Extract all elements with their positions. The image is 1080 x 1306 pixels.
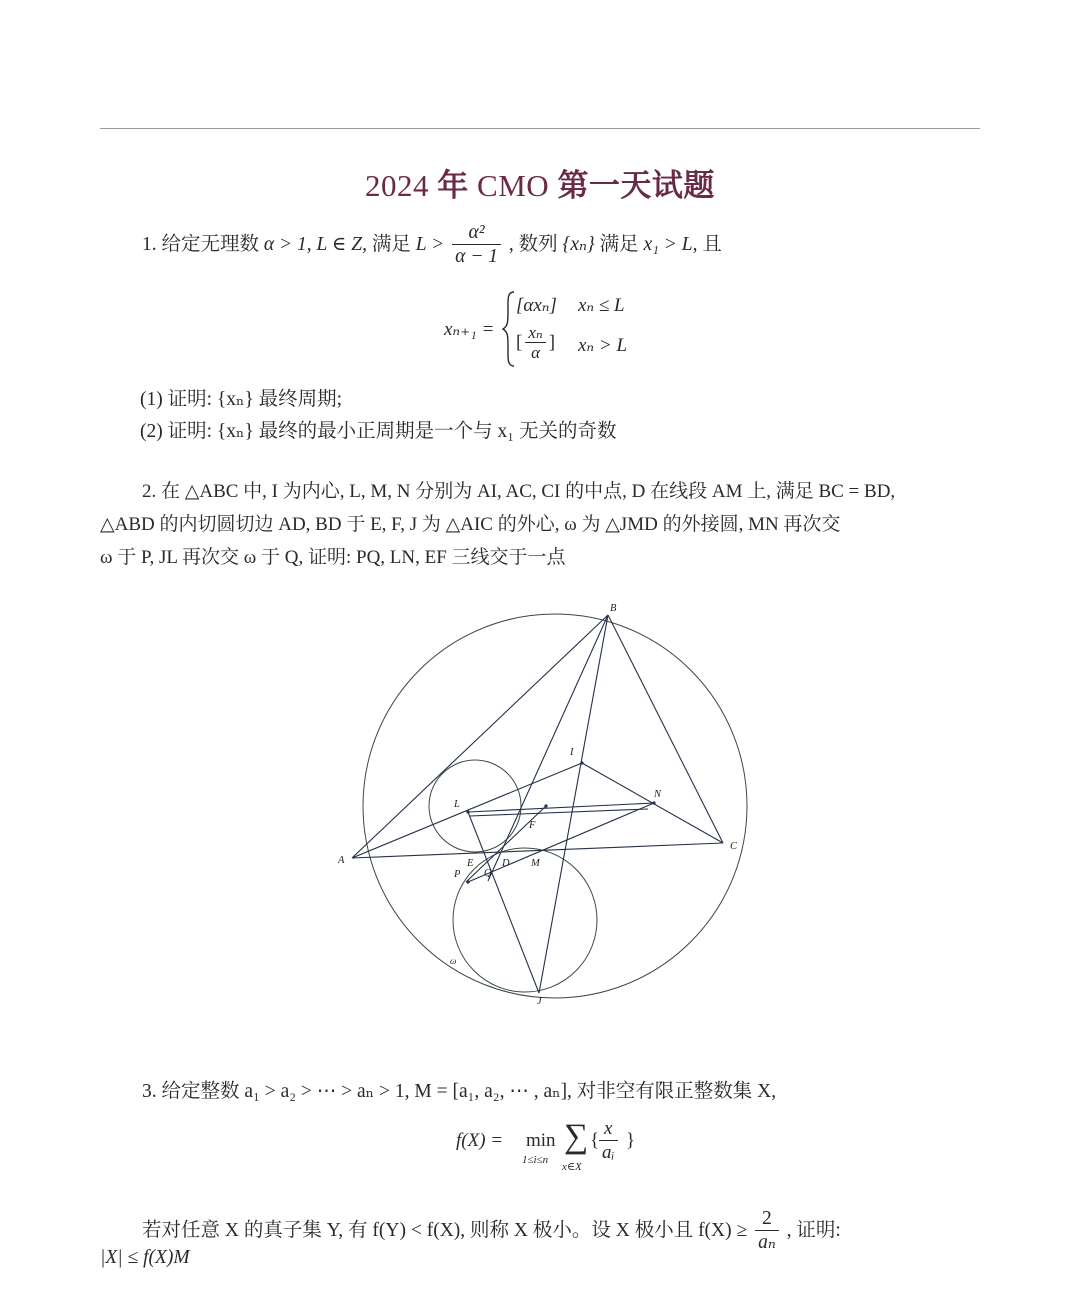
label-B: B: [610, 603, 617, 614]
label-A: A: [338, 855, 345, 866]
p1-case-2-cond: xₙ > L: [578, 335, 628, 356]
label-P: P: [454, 869, 461, 880]
p1-case-2-open: [: [516, 331, 523, 353]
label-omega: ω: [450, 956, 457, 966]
top-rule: [100, 128, 980, 129]
p1-L-gt: L >: [415, 233, 445, 255]
label-N: N: [654, 789, 662, 800]
p1-frac-den: α − 1: [452, 244, 501, 269]
label-L: L: [454, 799, 460, 810]
label-M: M: [531, 858, 540, 869]
label-Q: Q: [484, 868, 492, 879]
problem-1-part-1: (1) 证明: {xₙ} 最终周期;: [140, 389, 343, 410]
p1-case-2-den: α: [525, 342, 545, 363]
p1-x1-cond: x₁ > L,: [643, 233, 698, 255]
p1-recurrence-lhs: xₙ₊₁ =: [444, 319, 495, 340]
segment-AI: [352, 763, 582, 858]
label-I: I: [570, 747, 574, 758]
p1-left-brace: [502, 290, 516, 368]
p3-min-sub: 1≤i≤n: [522, 1154, 549, 1166]
p3-brace-right: }: [626, 1130, 636, 1151]
p3-frac-num: x: [604, 1118, 613, 1139]
title-cmo: CMO: [477, 168, 550, 203]
problem-2-line-2: △ABD 的内切圆切边 AD, BD 于 E, F, J 为 △AIC 的外心, ω 为 △JMD 的外接圆, MN 再次交: [100, 514, 841, 535]
p1-alpha-cond: α > 1,: [263, 233, 312, 255]
problem-2-line-3: ω 于 P, JL 再次交 ω 于 Q, 证明: PQ, LN, EF 三线交于一点: [100, 547, 566, 568]
p1-case-2-close: ]: [548, 331, 556, 353]
segment-LN: [468, 803, 654, 812]
p3-brace-left: {: [590, 1130, 600, 1151]
p1-case-1-cond: xₙ ≤ L: [578, 295, 625, 316]
point-I: [580, 761, 583, 764]
p3-min: min: [526, 1130, 556, 1151]
title-year: 2024: [365, 168, 430, 203]
p1-case-2-frac: [525, 324, 545, 363]
p1-text-3: , 数列: [508, 233, 558, 255]
p1-fraction: [452, 222, 501, 269]
problem-1-number: 1.: [142, 233, 157, 255]
p1-seq: {xₙ}: [562, 233, 595, 255]
problem-3-line-2: [142, 1208, 841, 1255]
segment-AC: [352, 843, 723, 858]
p3-line-2-frac: [755, 1208, 779, 1255]
page-title: [0, 160, 1080, 205]
label-F: F: [529, 820, 536, 831]
p1-text-4: 满足: [599, 233, 639, 255]
p3-fraction: [599, 1118, 618, 1165]
point-P: [466, 880, 469, 883]
label-D: D: [502, 858, 510, 869]
segment-PE-F: [466, 806, 546, 882]
segment-BD: [488, 615, 608, 881]
p1-case-1-expr: [αxₙ]: [516, 295, 557, 316]
title-nian: 年: [437, 168, 469, 203]
title-rest: 第一天试题: [557, 168, 715, 203]
p3-line-2-num: 2: [762, 1208, 772, 1229]
p1-text-5: 且: [702, 233, 722, 255]
label-J: J: [537, 996, 542, 1007]
point-L: [466, 810, 469, 813]
geometry-figure: [320, 590, 760, 1020]
p1-frac-num: α²: [468, 222, 485, 243]
circumcircle-abc: [363, 614, 747, 998]
segment-AB: [352, 615, 608, 858]
p3-line-2-den: aₙ: [755, 1230, 779, 1255]
p3-f-lhs: f(X) =: [456, 1130, 504, 1151]
point-N: [652, 801, 655, 804]
omega-circle: [453, 848, 597, 992]
point-F: [544, 804, 547, 807]
p1-text-2: 满足: [371, 233, 411, 255]
p1-case-2-num: xₙ: [528, 323, 543, 342]
label-E: E: [467, 858, 474, 869]
segment-LJ: [468, 812, 539, 993]
p3-sum-sign: ∑: [564, 1118, 589, 1155]
problem-1-part-2: (2) 证明: {xₙ} 最终的最小正周期是一个与 x₁ 无关的奇数: [140, 421, 617, 442]
p3-line-2-text: 若对任意 X 的真子集 Y, 有 f(Y) < f(X), 则称 X 极小。设 X 极小且 f(X) ≥: [142, 1219, 748, 1241]
p1-L-int: L ∈ Z,: [316, 233, 367, 255]
segment-through-F: [470, 809, 648, 816]
p1-case-2-expr: [516, 324, 555, 363]
segment-BJ: [539, 615, 608, 993]
p3-line-2-tail: , 证明:: [786, 1219, 841, 1241]
problem-2-line-1: 2. 在 △ABC 中, I 为内心, L, M, N 分别为 AI, AC, CI 的中点, D 在线段 AM 上, 满足 BC = BD,: [142, 481, 896, 502]
problem-1-statement: [142, 222, 722, 269]
label-C: C: [730, 841, 738, 852]
problem-3-line-3: |X| ≤ f(X)M: [100, 1247, 190, 1268]
p3-frac-den: aᵢ: [599, 1140, 618, 1165]
p3-sum-sub: x∈X: [562, 1161, 582, 1173]
p1-text-1: 给定无理数: [161, 233, 260, 255]
p3-definition: [456, 1118, 656, 1178]
problem-3-line-1: 3. 给定整数 a₁ > a₂ > ⋯ > aₙ > 1, M = [a₁, a₂, ⋯ , aₙ], 对非空有限正整数集 X,: [142, 1081, 777, 1102]
